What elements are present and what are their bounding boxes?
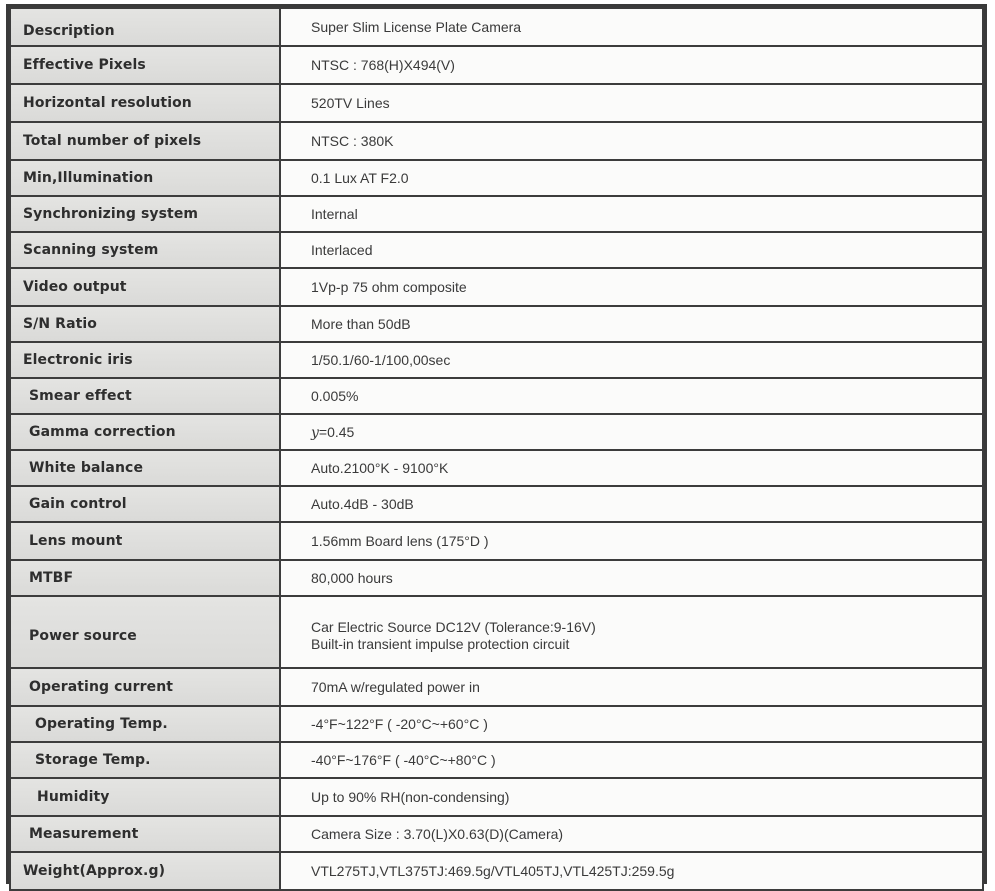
table-row — [10, 378, 983, 414]
spec-value — [280, 596, 983, 668]
table-row — [10, 816, 983, 852]
table-row — [10, 706, 983, 742]
spec-value: Internal — [280, 196, 983, 232]
spec-value: NTSC : 380K — [280, 122, 983, 160]
table-row — [10, 122, 983, 160]
spec-label: White balance — [10, 450, 280, 486]
spec-value: Camera Size : 3.70(L)X0.63(D)(Camera) — [280, 816, 983, 852]
spec-label: S/N Ratio — [10, 306, 280, 342]
spec-label: Effective Pixels — [10, 46, 280, 84]
spec-value: 70mA w/regulated power in — [280, 668, 983, 706]
spec-value: 80,000 hours — [280, 560, 983, 596]
spec-value: -4°F~122°F ( -20°C~+60°C ) — [280, 706, 983, 742]
table-row — [10, 306, 983, 342]
table-row — [10, 196, 983, 232]
spec-label: Electronic iris — [10, 342, 280, 378]
table-row — [10, 342, 983, 378]
spec-label: Gain control — [10, 486, 280, 522]
table-row — [10, 8, 983, 46]
table-row — [10, 232, 983, 268]
spec-label: Smear effect — [10, 378, 280, 414]
spec-label: MTBF — [10, 560, 280, 596]
spec-label: Total number of pixels — [10, 122, 280, 160]
table-row — [10, 742, 983, 778]
table-row — [10, 450, 983, 486]
gamma-value: =0.45 — [318, 423, 355, 440]
spec-label: Measurement — [10, 816, 280, 852]
spec-value: 1.56mm Board lens (175°D ) — [280, 522, 983, 560]
spec-label: Horizontal resolution — [10, 84, 280, 122]
spec-value-line: Car Electric Source DC12V (Tolerance:9-16V) — [311, 619, 596, 635]
spec-label: Storage Temp. — [10, 742, 280, 778]
table-row — [10, 560, 983, 596]
table-row — [10, 668, 983, 706]
spec-value: Auto.2100°K - 9100°K — [280, 450, 983, 486]
spec-label: Operating Temp. — [10, 706, 280, 742]
table-row — [10, 596, 983, 668]
spec-value: Super Slim License Plate Camera — [280, 8, 983, 46]
gamma-symbol: y — [311, 424, 319, 441]
spec-value — [280, 414, 983, 450]
spec-value: More than 50dB — [280, 306, 983, 342]
table-row — [10, 268, 983, 306]
spec-value: 1Vp-p 75 ohm composite — [280, 268, 983, 306]
spec-value: 520TV Lines — [280, 84, 983, 122]
spec-value: VTL275TJ,VTL375TJ:469.5g/VTL405TJ,VTL425TJ:259.5g — [280, 852, 983, 890]
spec-label: Min,Illumination — [10, 160, 280, 196]
spec-label: Synchronizing system — [10, 196, 280, 232]
spec-label: Lens mount — [10, 522, 280, 560]
spec-label: Description — [10, 8, 280, 46]
spec-label: Gamma correction — [10, 414, 280, 450]
spec-label: Weight(Approx.g) — [10, 852, 280, 890]
spec-label: Power source — [10, 596, 280, 668]
spec-sheet — [6, 4, 987, 884]
spec-value: -40°F~176°F ( -40°C~+80°C ) — [280, 742, 983, 778]
table-row — [10, 486, 983, 522]
spec-value: 1/50.1/60-1/100,00sec — [280, 342, 983, 378]
spec-label: Scanning system — [10, 232, 280, 268]
table-row — [10, 778, 983, 816]
spec-value-line: Built-in transient impulse protection circuit — [311, 636, 570, 652]
table-row — [10, 84, 983, 122]
spec-table — [9, 7, 984, 891]
table-row — [10, 160, 983, 196]
table-row — [10, 852, 983, 890]
spec-value: 0.1 Lux AT F2.0 — [280, 160, 983, 196]
spec-label: Operating current — [10, 668, 280, 706]
spec-label: Humidity — [10, 778, 280, 816]
spec-value: Up to 90% RH(non-condensing) — [280, 778, 983, 816]
spec-value: Auto.4dB - 30dB — [280, 486, 983, 522]
spec-value: 0.005% — [280, 378, 983, 414]
spec-value: NTSC : 768(H)X494(V) — [280, 46, 983, 84]
spec-value: Interlaced — [280, 232, 983, 268]
spec-label: Video output — [10, 268, 280, 306]
table-row — [10, 46, 983, 84]
table-row — [10, 414, 983, 450]
table-row — [10, 522, 983, 560]
